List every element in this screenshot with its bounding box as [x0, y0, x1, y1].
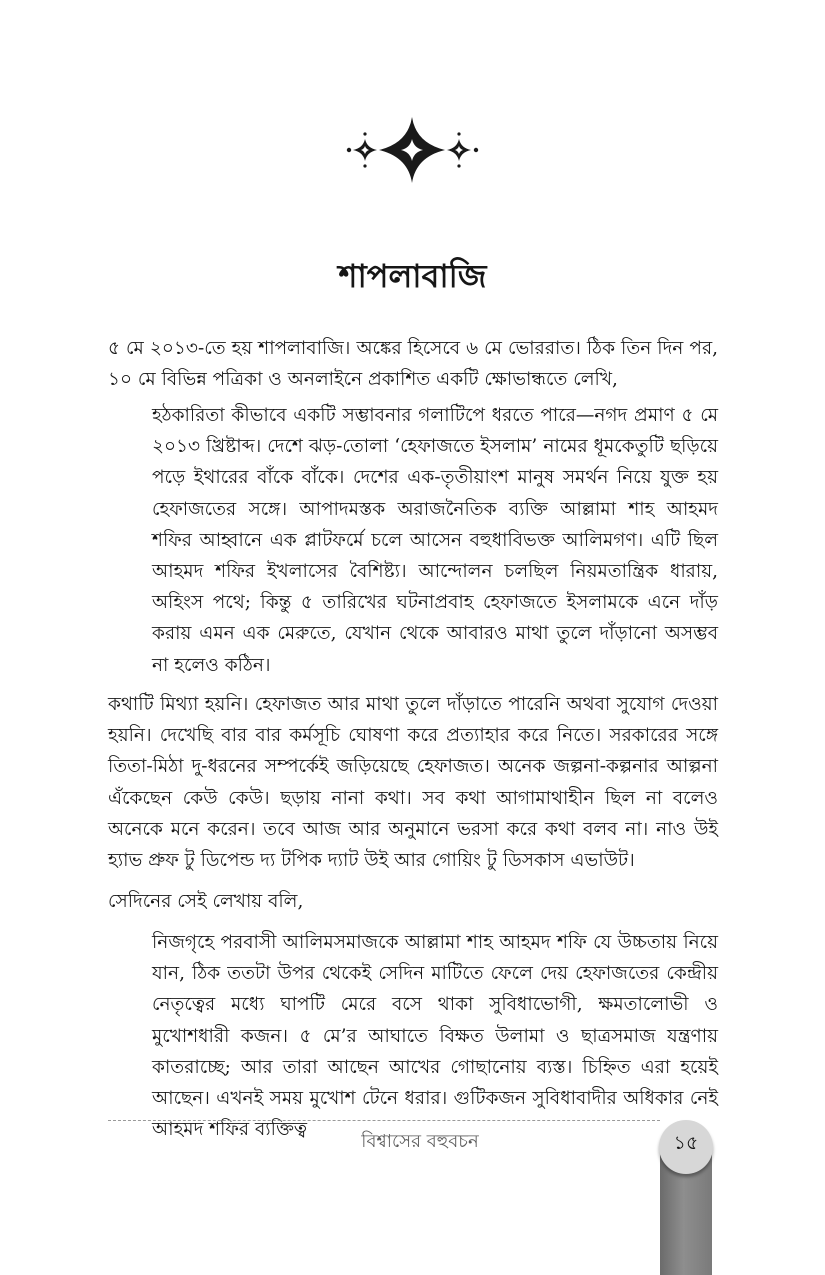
- footer-divider: [108, 1120, 660, 1121]
- running-footer-book-title: বিশ্বাসের বহুবচন: [361, 1131, 479, 1152]
- diamond-ornament-icon: [345, 115, 480, 185]
- chapter-title: শাপলাবাজি: [338, 257, 487, 295]
- block-quote-second: নিজগৃহে পরবাসী আলিমসমাজকে আল্লামা শাহ আহমদ শফি যে উচ্চতায় নিয়ে যান, ঠিক ততটা উপর থেকেই সেদিন মাটিতে ফেলে দেয় হেফাজতের কেন্দ্রীয় নেতৃত্বের মধ্যে ঘাপটি মেরে বসে থাকা সুবিধাভোগী, ক্ষমতালোভী ও মুখোশধারী কজন। ৫ মে’র আঘাতে বিক্ষত উলামা ও ছাত্রসমাজ যন্ত্রণায় কাতরাচ্ছে; আর তারা আছেন আখের গোছানোয় ব্যস্ত। চিহ্নিত এরা হয়েই আছেন। এখনই সময় মুখোশ টেনে ধরার। গুটিকজন সুবিধাবাদীর অধিকার নেই আহমদ শফির ব্যক্তিত্ব: [152, 932, 718, 1141]
- body-paragraph-commentary: কথাটি মিথ্যা হয়নি। হেফাজত আর মাথা তুলে দাঁড়াতে পারেনি অথবা সুযোগ দেওয়া হয়নি। দেখেছি বার বার কর্মসূচি ঘোষণা করে প্রত্যাহার করে নিতে। সরকারের সঙ্গে তিতা-মিঠা দু-ধরনের সম্পর্কেই জড়িয়েছে হেফাজত। অনেক জল্পনা-কল্পনার আল্পনা এঁকেছেন কেউ কেউ। ছড়ায় নানা কথা। সব কথা আগামাথাহীন ছিল না বলেও অনেকে মনে করেন। তবে আজ আর অনুমানে ভরসা করে কথা বলব না। নাও উই হ্যাভ প্রুফ টু ডিপেন্ড দ্য টপিক দ্যাট উই আর গোয়িং টু ডিসকাস এভাউট।: [108, 694, 718, 872]
- block-quote-first: হঠকারিতা কীভাবে একটি সম্ভাবনার গলাটিপে ধরতে পারে—নগদ প্রমাণ ৫ মে ২০১৩ খ্রিষ্টাব্দ। দেশে ঝড়-তোলা ‘হেফাজতে ইসলাম’ নামের ধূমকেতুটি ছড়িয়ে পড়ে ইথারের বাঁকে বাঁকে। দেশের এক-তৃতীয়াংশ মানুষ সমর্থন নিয়ে যুক্ত হয় হেফাজতের সঙ্গে। আপাদমস্তক অরাজনৈতিক ব্যক্তি আল্লামা শাহ আহমদ শফির আহ্বানে এক প্লাটফর্মে চলে আসেন বহুধাবিভক্ত আলিমগণ। এটি ছিল আহমদ শফির ইখলাসের বৈশিষ্ট্য। আন্দোলন চলছিল নিয়মতান্ত্রিক ধারায়, অহিংস পথে; কিন্তু ৫ তারিখের ঘটনাপ্রবাহ হেফাজতে ইসলামকে এনে দাঁড় করায় এমন এক মেরুতে, যেখান থেকে আবারও মাথা তুলে দাঁড়ানো অসম্ভব না হলেও কঠিন।: [152, 405, 718, 676]
- body-paragraph-lead-in: সেদিনের সেই লেখায় বলি,: [108, 891, 304, 912]
- body-paragraph-intro: ৫ মে ২০১৩-তে হয় শাপলাবাজি। অঙ্কের হিসেবে ৬ মে ভোররাত। ঠিক তিন দিন পর, ১০ মে বিভিন্ন পত্রিকা ও অনলাইনে প্রকাশিত একটি ক্ষোভান্ধতে লেখি,: [108, 338, 718, 391]
- page-number: ১৫: [673, 1132, 699, 1154]
